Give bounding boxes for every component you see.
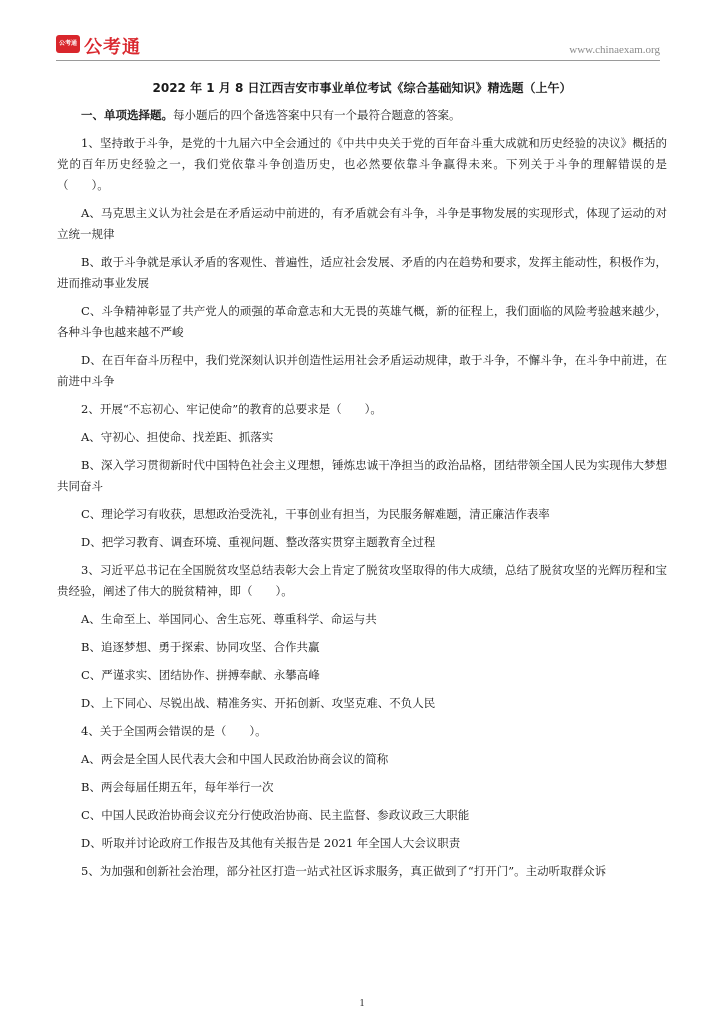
- page-header: [0, 0, 724, 62]
- question-3-option-a: A、生命至上、举国同心、舍生忘死、尊重科学、命运与共: [81, 612, 377, 626]
- section-heading: 一、单项选择题。: [81, 108, 173, 122]
- question-2-option-a: A、守初心、担使命、找差距、抓落实: [81, 430, 274, 444]
- question-4-option-b: B、两会每届任期五年，每年举行一次: [81, 780, 274, 794]
- section-instruction: 每小题后的四个备选答案中只有一个最符合题意的答案。: [173, 108, 461, 122]
- document-title: 2022 年 1 月 8 日江西吉安市事业单位考试《综合基础知识》精选题（上午）: [152, 81, 572, 95]
- section-heading-line: [57, 105, 667, 126]
- question-4-option-c: C、中国人民政治协商会议充分行使政治协商、民主监督、参政议政三大职能: [81, 808, 470, 822]
- question-4-option-a: A、两会是全国人民代表大会和中国人民政治协商会议的简称: [81, 752, 389, 766]
- question-1: 1、坚持敢于斗争，是党的十九届六中全会通过的《中共中央关于党的百年奋斗重大成就和历史经验的决议》概括的党的百年历史经验之一，我们党依靠斗争创造历史，也必然要依靠斗争赢得未来。下列关于斗争的理解错误的是（ ）。: [57, 136, 667, 192]
- question-3-option-b: B、追逐梦想、勇于探索、协同攻坚、合作共赢: [81, 640, 320, 654]
- question-1-option-a: A、马克思主义认为社会是在矛盾运动中前进的，有矛盾就会有斗争，斗争是事物发展的实现形式，体现了运动的对立统一规律: [57, 206, 667, 241]
- brand-logo-text: 公考通: [84, 37, 141, 58]
- question-3: 3、习近平总书记在全国脱贫攻坚总结表彰大会上肯定了脱贫攻坚取得的伟大成绩，总结了脱贫攻坚的光辉历程和宝贵经验，阐述了伟大的脱贫精神，即（ ）。: [57, 563, 667, 598]
- question-2-option-c: C、理论学习有收获，思想政治受洗礼，干事创业有担当，为民服务解难题，清正廉洁作表率: [81, 507, 550, 521]
- question-2-option-d: D、把学习教育、调查环境、重视问题、整改落实贯穿主题教育全过程: [81, 535, 436, 549]
- question-1-option-d: D、在百年奋斗历程中，我们党深刻认识并创造性运用社会矛盾运动规律，敢于斗争，不懈斗争，在斗争中前进，在前进中斗争: [57, 353, 667, 388]
- page-number: 1: [359, 998, 365, 1009]
- question-2-option-b: B、深入学习贯彻新时代中国特色社会主义理想，锤炼忠诚干净担当的政治品格，团结带领全国人民为实现伟大梦想共同奋斗: [57, 458, 667, 493]
- site-url[interactable]: www.chinaexam.org: [569, 44, 660, 56]
- question-4: 4、关于全国两会错误的是（ ）。: [81, 724, 267, 738]
- question-3-option-c: C、严谨求实、团结协作、拼搏奉献、永攀高峰: [81, 668, 320, 682]
- header-divider: [56, 60, 660, 61]
- question-2: 2、开展“不忘初心、牢记使命”的教育的总要求是（ ）。: [81, 402, 382, 416]
- document-body: [57, 78, 667, 889]
- question-1-option-b: B、敢于斗争就是承认矛盾的客观性、普遍性，适应社会发展、矛盾的内在趋势和要求，发挥主能动性，积极作为，进而推动事业发展: [57, 255, 667, 290]
- question-3-option-d: D、上下同心、尽锐出战、精准务实、开拓创新、攻坚克难、不负人民: [81, 696, 436, 710]
- brand-logo-badge: 公考通: [56, 35, 80, 53]
- question-5: 5、为加强和创新社会治理，部分社区打造一站式社区诉求服务，真正做到了“打开门”。主动听取群众诉: [81, 864, 607, 878]
- question-1-option-c: C、斗争精神彰显了共产党人的顽强的革命意志和大无畏的英雄气概，新的征程上，我们面临的风险考验越来越少，各种斗争也越来越不严峻: [57, 304, 667, 339]
- question-4-option-d: D、听取并讨论政府工作报告及其他有关报告是 2021 年全国人大会议职责: [81, 836, 461, 850]
